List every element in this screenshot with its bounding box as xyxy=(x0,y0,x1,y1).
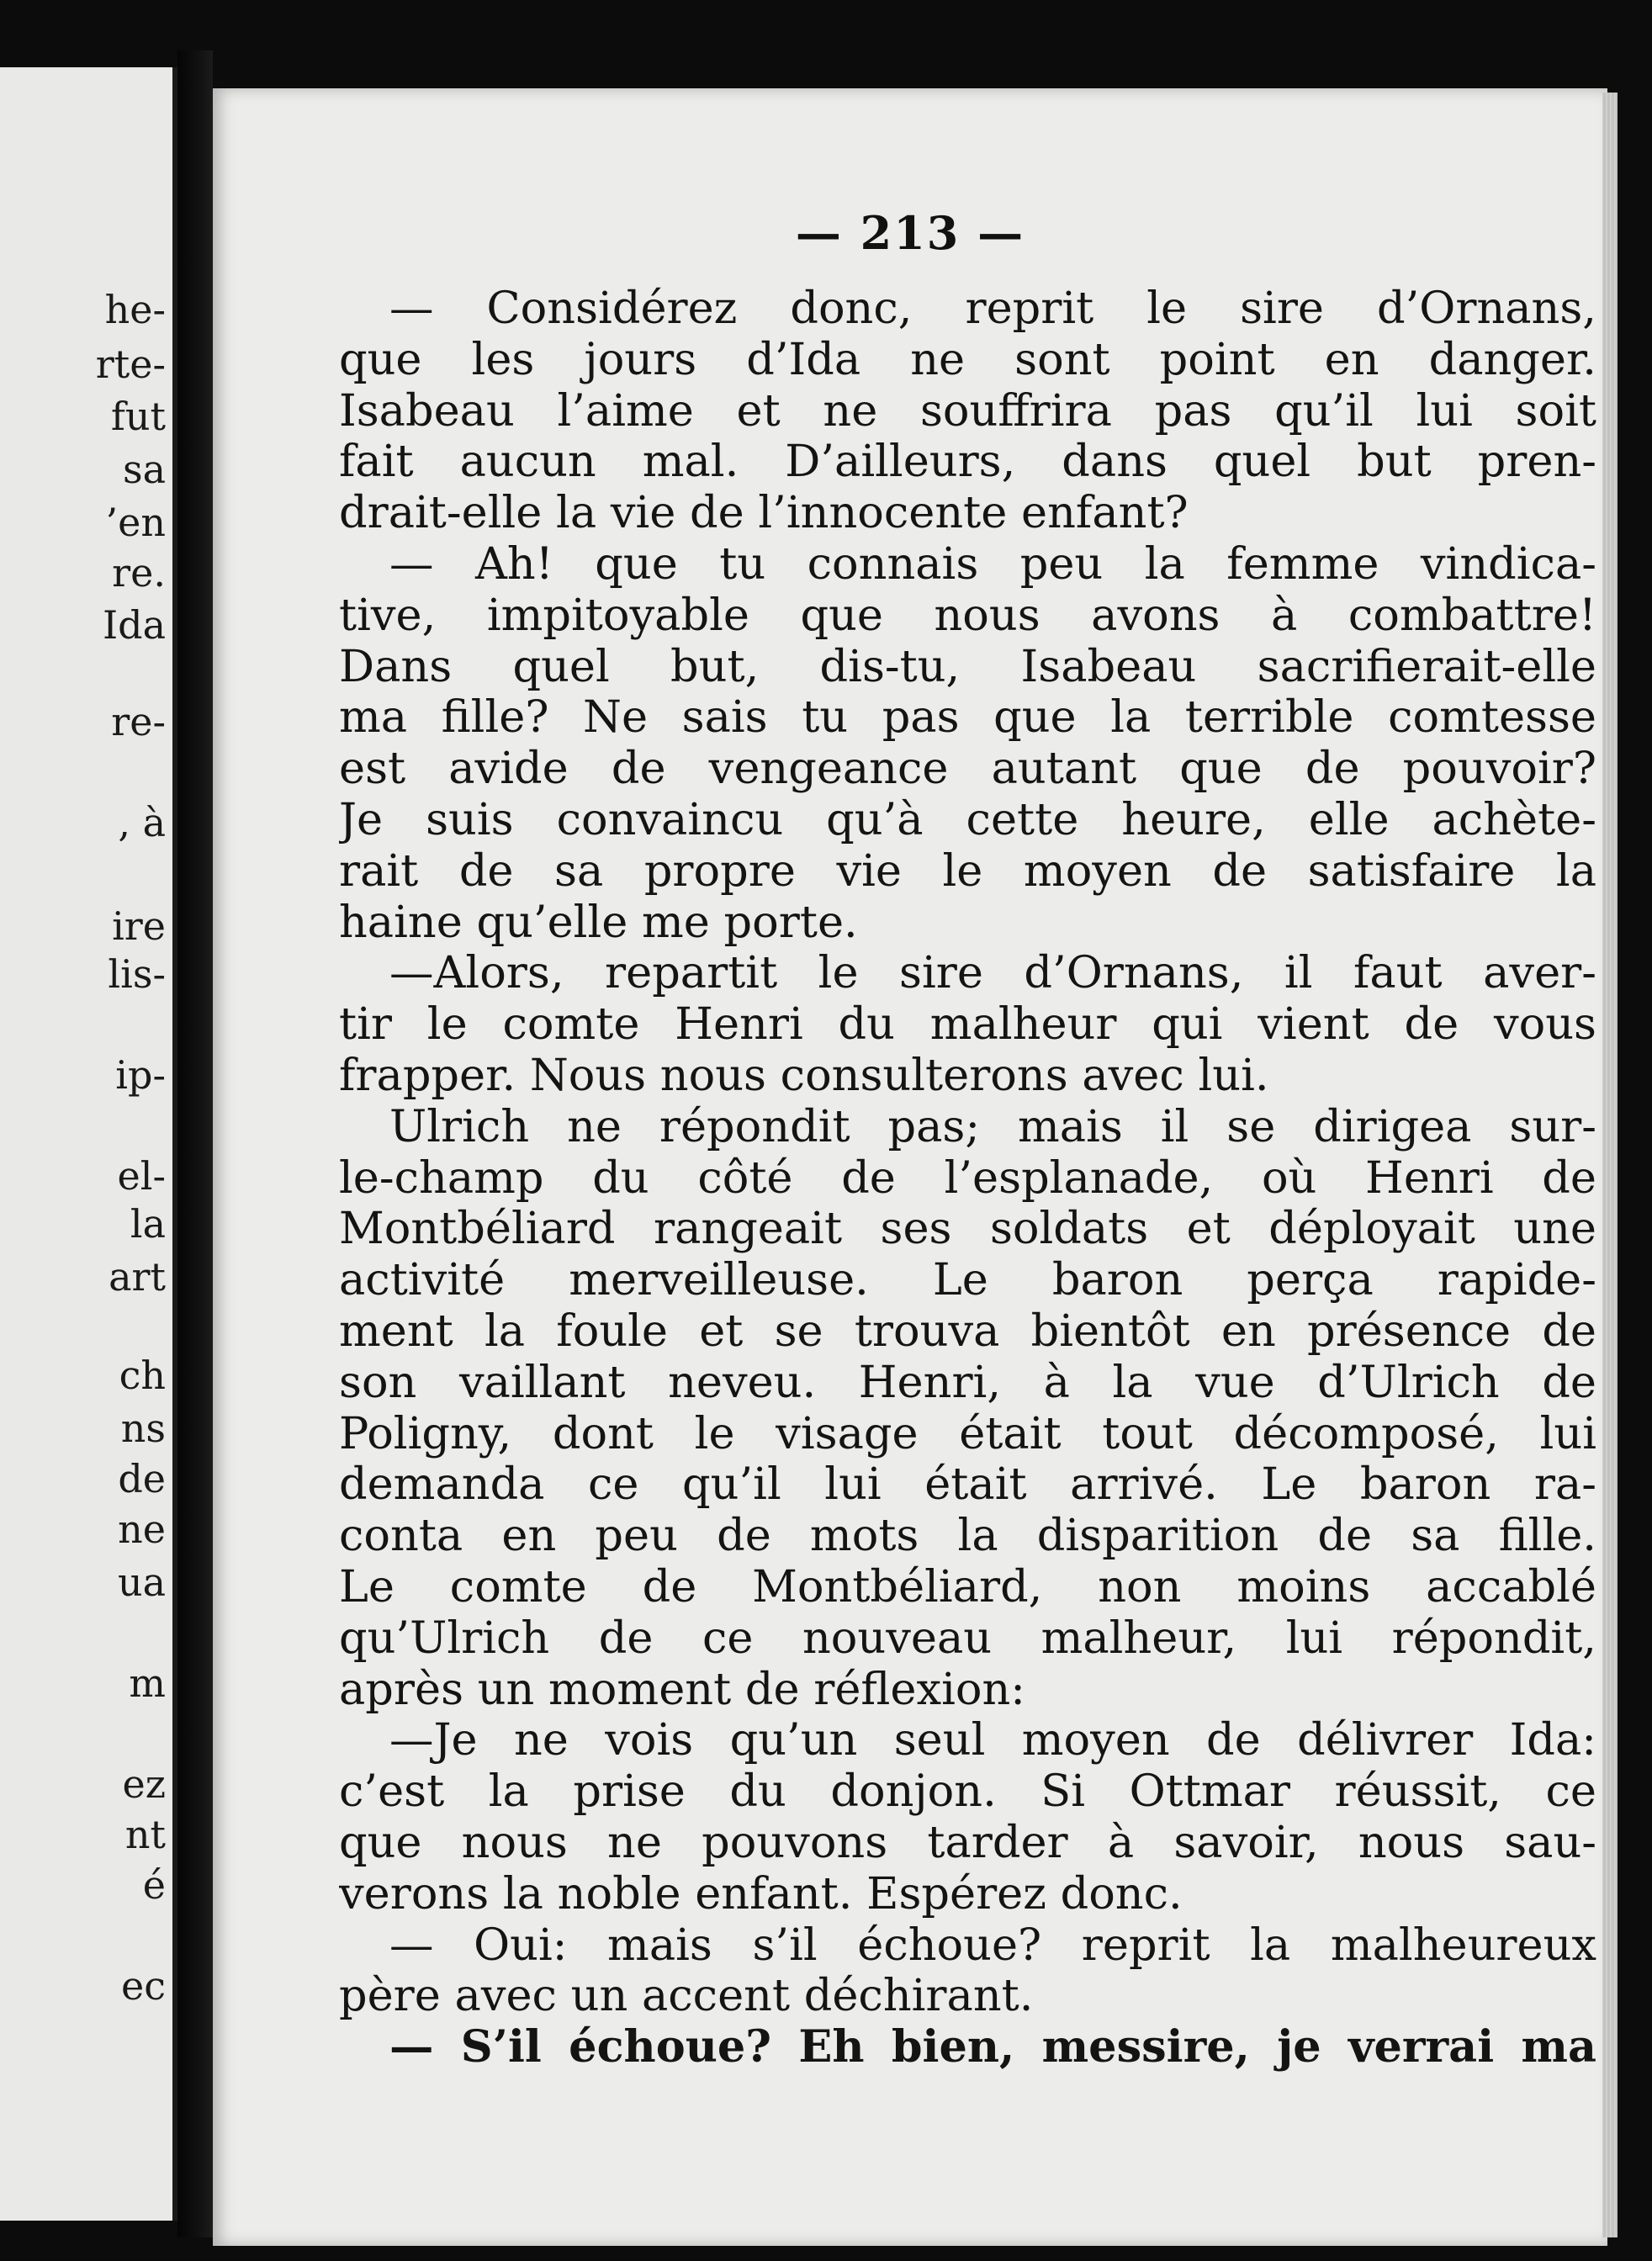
text-line: — Considérez donc, reprit le sire d’Ornans, xyxy=(389,283,1596,334)
text-line: père avec un accent déchirant. xyxy=(339,1971,1034,2022)
text-line: —Je ne vois qu’un seul moyen de délivrer Ida: xyxy=(389,1715,1596,1766)
book-gutter xyxy=(177,50,213,2237)
text-line: Poligny, dont le visage était tout décomposé, lui xyxy=(339,1408,1596,1459)
left-page-text-fragment: he- xyxy=(104,287,166,332)
page-number: — 213 — xyxy=(795,206,1025,260)
text-line: qu’Ulrich de ce nouveau malheur, lui répondit, xyxy=(339,1612,1596,1664)
left-page-text-fragment: Ida xyxy=(102,602,166,648)
left-page-text-fragment: , à xyxy=(118,800,166,845)
text-line: Le comte de Montbéliard, non moins accablé xyxy=(339,1561,1596,1612)
text-line: Montbéliard rangeait ses soldats et déployait une xyxy=(339,1204,1596,1255)
text-line: que nous ne pouvons tarder à savoir, nous sau- xyxy=(339,1817,1596,1868)
text-line: — Ah! que tu connais peu la femme vindica- xyxy=(389,538,1596,590)
text-line: c’est la prise du donjon. Si Ottmar réussit, ce xyxy=(339,1766,1596,1818)
text-line: Dans quel but, dis-tu, Isabeau sacrifierait-elle xyxy=(339,641,1596,692)
text-line: Je suis convaincu qu’à cette heure, elle achète- xyxy=(339,794,1596,845)
left-page-text-fragment: ns xyxy=(120,1406,166,1451)
left-page-text-fragment: art xyxy=(109,1254,166,1300)
text-line: frapper. Nous nous consulterons avec lui. xyxy=(339,1050,1269,1101)
left-page-text-fragment: nt xyxy=(124,1812,166,1857)
text-line: activité merveilleuse. Le baron perça rapide- xyxy=(339,1255,1596,1306)
left-page-text-fragment: la xyxy=(130,1201,166,1247)
text-line: le-champ du côté de l’esplanade, où Henri de xyxy=(339,1152,1596,1204)
left-page-text-fragment: sa xyxy=(122,447,166,492)
text-line: après un moment de réflexion: xyxy=(339,1664,1025,1715)
left-page-text-fragment: fut xyxy=(110,394,166,439)
left-page-text-fragment: lis- xyxy=(108,951,166,997)
left-page-text-fragment: ’en xyxy=(105,500,166,545)
left-page-text-fragment: ip- xyxy=(115,1052,166,1098)
left-page-text-fragment: de xyxy=(118,1456,166,1501)
text-line: Ulrich ne répondit pas; mais il se dirigea sur- xyxy=(389,1101,1596,1152)
left-page-text-fragment: ne xyxy=(118,1506,166,1552)
left-page-text-fragment: m xyxy=(129,1660,166,1706)
left-page-text-fragment: ec xyxy=(121,1963,166,2009)
text-line: son vaillant neveu. Henri, à la vue d’Ulrich de xyxy=(339,1357,1596,1408)
left-page-text-fragment: rte- xyxy=(95,342,166,387)
left-page-text-fragment: re- xyxy=(111,699,166,744)
text-line: ment la foule et se trouva bientôt en présence de xyxy=(339,1305,1596,1357)
left-page-text-fragment: é xyxy=(142,1862,166,1908)
page-edge xyxy=(1602,93,1618,2237)
text-line: tive, impitoyable que nous avons à combattre! xyxy=(339,590,1596,641)
right-page xyxy=(213,88,1607,2246)
left-facing-page xyxy=(0,67,177,2221)
left-page-text-fragment: ua xyxy=(117,1559,166,1605)
text-line: —Alors, repartit le sire d’Ornans, il faut aver- xyxy=(389,948,1596,999)
text-line: haine qu’elle me porte. xyxy=(339,897,858,948)
text-line: drait-elle la vie de l’innocente enfant? xyxy=(339,488,1189,539)
left-page-text-fragment: re. xyxy=(112,550,166,596)
text-line: — Oui: mais s’il échoue? reprit la malheureux xyxy=(389,1919,1596,1971)
text-line: conta en peu de mots la disparition de sa fille. xyxy=(339,1511,1596,1562)
text-line: est avide de vengeance autant que de pouvoir? xyxy=(339,744,1596,795)
text-line: ma fille? Ne sais tu pas que la terrible comtesse xyxy=(339,692,1596,744)
text-line: rait de sa propre vie le moyen de satisfaire la xyxy=(339,845,1596,897)
text-line: demanda ce qu’il lui était arrivé. Le baron ra- xyxy=(339,1459,1596,1511)
left-page-text-fragment: ch xyxy=(119,1353,166,1398)
text-line: Isabeau l’aime et ne souffrira pas qu’il lui soit xyxy=(339,385,1596,437)
page-body-text xyxy=(339,283,1596,2073)
text-line: — S’il échoue? Eh bien, messire, je verrai ma xyxy=(389,2022,1596,2073)
text-line: verons la noble enfant. Espérez donc. xyxy=(339,1868,1183,1919)
text-line: que les jours d’Ida ne sont point en danger. xyxy=(339,334,1596,385)
left-page-text-fragment: el- xyxy=(117,1153,166,1199)
text-line: tir le comte Henri du malheur qui vient de vous xyxy=(339,999,1596,1051)
left-page-text-fragment: ez xyxy=(122,1761,166,1807)
text-line: fait aucun mal. D’ailleurs, dans quel but pren- xyxy=(339,437,1596,488)
left-page-text-fragment: ire xyxy=(112,903,166,949)
